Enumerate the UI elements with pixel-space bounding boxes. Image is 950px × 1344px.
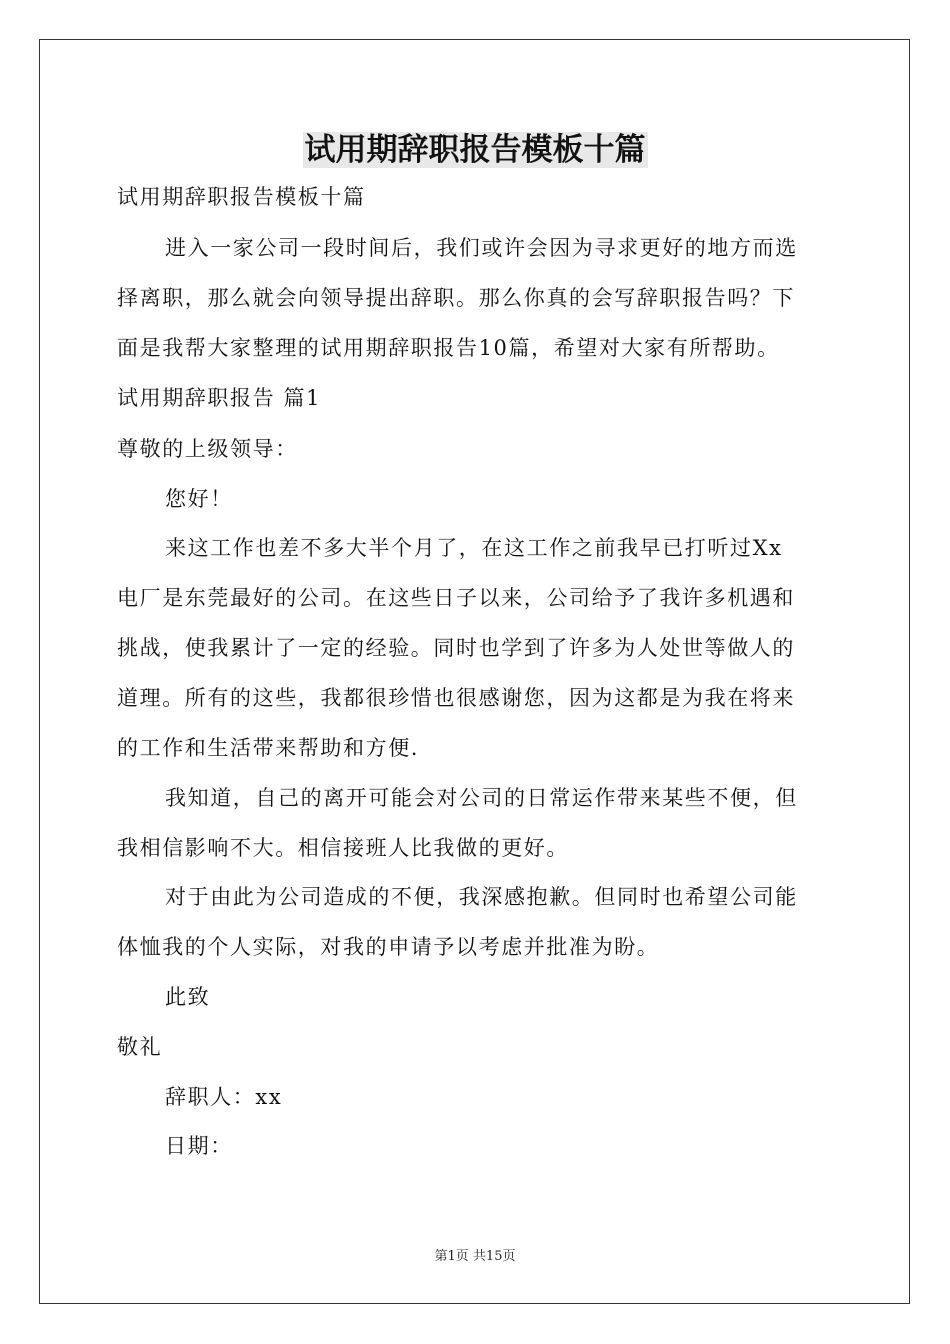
body-paragraph-1-line-2: 电厂是东莞最好的公司。在这些日子以来，公司给予了我许多机遇和 (117, 586, 795, 610)
greeting: 您好！ (165, 487, 233, 511)
date-line: 日期： (165, 1134, 233, 1158)
signature-line: 辞职人：xx (165, 1085, 283, 1109)
body-paragraph-1-line-4: 道理。所有的这些，我都很珍惜也很感谢您，因为这都是为我在将来 (117, 686, 795, 710)
document-title (0, 128, 950, 172)
body-paragraph-3-line-1: 对于由此为公司造成的不便，我深感抱歉。但同时也希望公司能 (165, 885, 798, 909)
body-paragraph-1-line-5: 的工作和生活带来帮助和方便. (117, 736, 420, 760)
body-paragraph-2-line-1: 我知道，自己的离开可能会对公司的日常运作带来某些不便，但 (165, 786, 798, 810)
body-paragraph-3-line-2: 体恤我的个人实际，对我的申请予以考虑并批准为盼。 (117, 935, 660, 959)
intro-paragraph-line-1: 进入一家公司一段时间后，我们或许会因为寻求更好的地方而选 (165, 236, 798, 260)
intro-paragraph-line-2: 择离职，那么就会向领导提出辞职。那么你真的会写辞职报告吗？下 (117, 286, 795, 310)
document-title-text: 试用期辞职报告模板十篇 (304, 132, 646, 168)
page-footer: 第1页 共15页 (434, 1249, 516, 1264)
closing-salute: 敬礼 (117, 1035, 163, 1059)
body-paragraph-2-line-2: 我相信影响不大。相信接班人比我做的更好。 (117, 836, 569, 860)
section-heading: 试用期辞职报告 篇1 (117, 386, 322, 410)
body-paragraph-1-line-3: 挑战，使我累计了一定的经验。同时也学到了许多为人处世等做人的 (117, 636, 795, 660)
body-paragraph-1-line-1: 来这工作也差不多大半个月了，在这工作之前我早已打听过Xx (165, 536, 783, 560)
closing-phrase: 此致 (165, 985, 211, 1009)
page-border (39, 39, 910, 1304)
salutation: 尊敬的上级领导： (117, 437, 298, 461)
subtitle-line: 试用期辞职报告模板十篇 (117, 185, 366, 209)
intro-paragraph-line-3: 面是我帮大家整理的试用期辞职报告10篇，希望对大家有所帮助。 (117, 336, 780, 360)
